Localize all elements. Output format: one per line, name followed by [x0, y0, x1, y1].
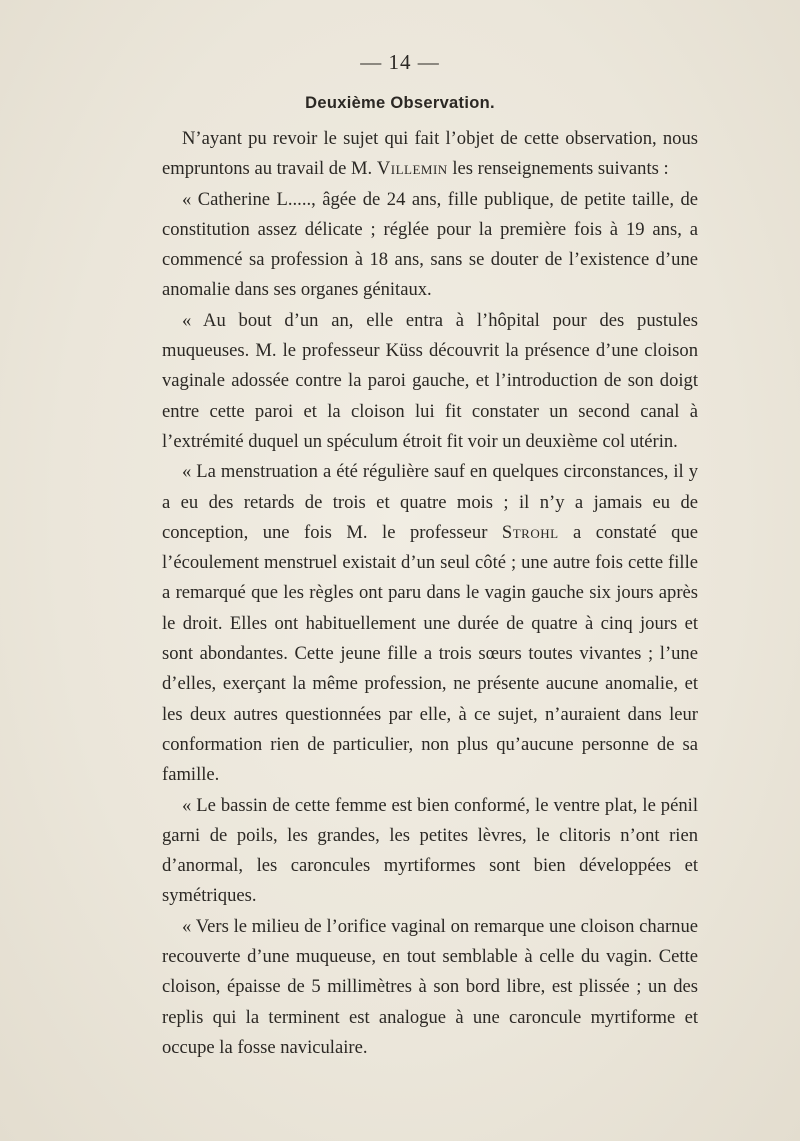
text-segment: « Catherine L....., âgée de 24 ans, fille publique, de petite taille, de constitution assez délicate ; réglée pour la première fois à 19 ans, a commencé sa profession à 18 ans, sans se douter de l’existence d’une anomalie dans ses organes génitaux. — [162, 188, 698, 301]
page-number: — 14 — — [360, 50, 440, 74]
paragraph — [162, 124, 698, 185]
text-segment: les renseignements suivants : — [447, 158, 669, 180]
author-name: Strohl — [501, 521, 559, 543]
paragraph — [162, 457, 698, 790]
paragraph — [162, 791, 698, 912]
paragraph — [162, 185, 698, 306]
paragraph — [162, 912, 698, 1063]
body-text — [162, 124, 698, 1063]
author-name: Villemin — [376, 158, 448, 180]
text-segment: « Le bassin de cette femme est bien conformé, le ventre plat, le pénil garni de poils, les grandes, les petites lèvres, le clitoris n’ont rien d’anormal, les caroncules myrtiformes sont bien développées et symétriques. — [162, 794, 698, 907]
paragraph — [162, 306, 698, 457]
section-title: Deuxième Observation. — [305, 94, 495, 112]
text-segment: « La menstruation a été régulière sauf en quelques circonstances, il y a eu des retards de trois et quatre mois ; il n’y a jamais eu de conception, une fois M. le professeur — [162, 461, 698, 543]
text-segment: a constaté que l’écoulement menstruel existait d’un seul côté ; une autre fois cette fille a remarqué que les règles ont paru dans le vagin gauche six jours après le droit. Elles ont habituellement une durée de quatre à cinq jours et sont abondantes. Cette jeune fille a trois sœurs toutes vivantes ; l’une d’elles, exerçant la même profession, ne présente aucune anomalie, et les deux autres questionnées par elle, à ce sujet, n’auraient dans leur conformation rien de particulier, non plus qu’aucune personne de sa famille. — [162, 521, 698, 786]
text-segment: « Au bout d’un an, elle entra à l’hôpital pour des pustules muqueuses. M. le professeur Küss découvrit la présence d’une cloison vaginale adossée contre la paroi gauche, et l’introduction de son doigt entre cette paroi et la cloison lui fit constater un second canal à l’extrémité duquel un spéculum étroit fit voir un deuxième col utérin. — [162, 309, 698, 452]
text-segment: « Vers le milieu de l’orifice vaginal on remarque une cloison charnue recouverte d’une muqueuse, en tout semblable à celle du vagin. Cette cloison, épaisse de 5 millimètres à son bord libre, est plissée ; un des replis qui la terminent est analogue à une caroncule myrtiforme et occupe la fosse naviculaire. — [162, 915, 698, 1058]
text-segment: N’ayant pu revoir le sujet qui fait l’objet de cette observation, nous empruntons au travail de M. — [162, 128, 698, 180]
